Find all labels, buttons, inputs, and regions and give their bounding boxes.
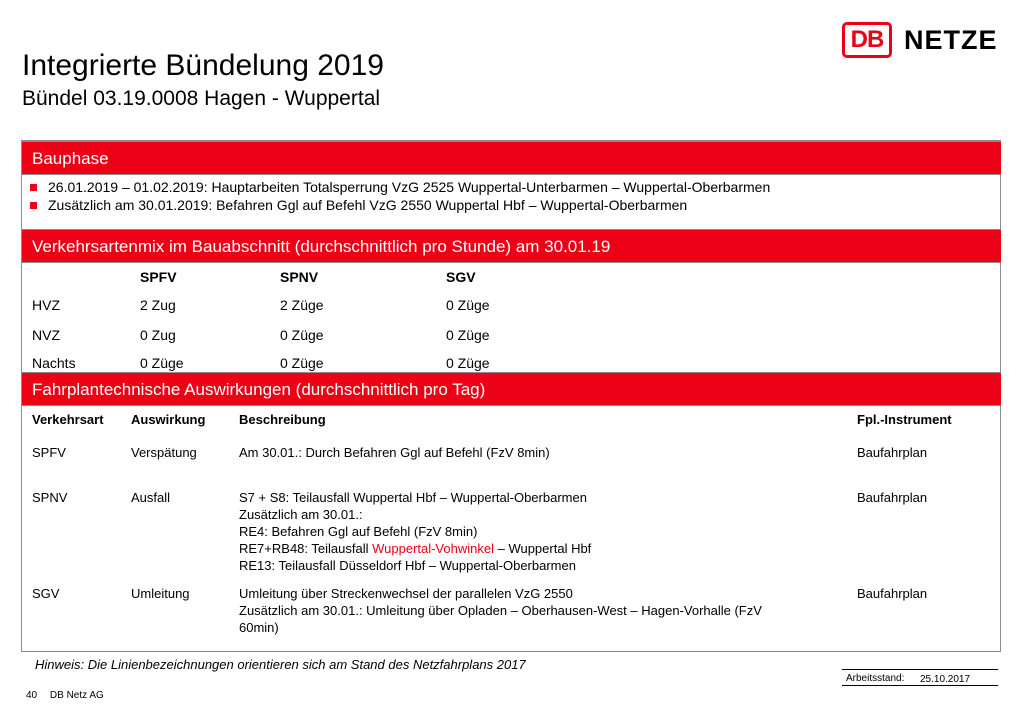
db-netze-logo	[842, 20, 998, 60]
column-header-fpl-instrument: Fpl.-Instrument	[857, 412, 952, 427]
table-cell: 2 Züge	[280, 297, 324, 313]
bullet-icon	[30, 184, 37, 191]
divider	[842, 669, 998, 670]
bauphase-item-text: Zusätzlich am 30.01.2019: Befahren Ggl auf Befehl VzG 2550 Wuppertal Hbf – Wuppertal-Oberbarmen	[48, 197, 688, 213]
bauphase-item-text: 26.01.2019 – 01.02.2019: Hauptarbeiten Totalsperrung VzG 2525 Wuppertal-Unterbarmen – Wuppertal-Oberbarmen	[48, 179, 771, 195]
table-cell: 0 Züge	[140, 355, 184, 371]
table-cell: 0 Züge	[446, 327, 490, 343]
company-name: DB Netz AG	[49, 690, 104, 701]
table-cell-instrument: Baufahrplan	[857, 445, 928, 460]
column-header-spfv: SPFV	[140, 269, 177, 285]
hinweis-note: Hinweis: Die Linienbezeichnungen orientieren sich am Stand des Netzfahrplans 2017	[35, 657, 526, 672]
bullet-icon	[30, 202, 37, 209]
list-item	[30, 178, 770, 196]
section-header-verkehrsartenmix: Verkehrsartenmix im Bauabschnitt (durchschnittlich pro Stunde) am 30.01.19	[22, 229, 1001, 263]
table-cell-beschreibung: Am 30.01.: Durch Befahren Ggl auf Befehl (FzV 8min)	[239, 445, 550, 460]
table-cell-beschreibung: 60min)	[239, 620, 279, 635]
arbeitsstand-date: 25.10.2017	[920, 674, 971, 685]
table-cell: 0 Zug	[140, 327, 176, 343]
row-label-nachts: Nachts	[32, 355, 76, 371]
table-cell: 0 Züge	[280, 327, 324, 343]
table-cell-verkehrsart: SGV	[32, 586, 60, 601]
table-cell-beschreibung	[239, 540, 591, 557]
db-logo-icon: DB	[842, 22, 892, 58]
column-header-auswirkung: Auswirkung	[131, 412, 206, 427]
bauphase-list	[30, 178, 770, 214]
table-cell-beschreibung: Zusätzlich am 30.01.: Umleitung über Opladen – Oberhausen-West – Hagen-Vorhalle (FzV	[239, 603, 762, 618]
table-cell-beschreibung: RE13: Teilausfall Düsseldorf Hbf – Wuppertal-Oberbarmen	[239, 558, 576, 573]
column-header-spnv: SPNV	[280, 269, 319, 285]
beschreibung-text: – Wuppertal Hbf	[493, 541, 592, 556]
table-cell-verkehrsart: SPFV	[32, 445, 66, 460]
divider	[842, 685, 998, 686]
row-label-nvz: NVZ	[32, 327, 60, 343]
table-cell: 2 Zug	[140, 297, 176, 313]
table-cell-beschreibung: RE4: Befahren Ggl auf Befehl (FzV 8min)	[239, 524, 478, 539]
table-cell-auswirkung: Ausfall	[131, 490, 171, 505]
table-cell-beschreibung: S7 + S8: Teilausfall Wuppertal Hbf – Wuppertal-Oberbarmen	[239, 490, 587, 505]
table-cell-verkehrsart: SPNV	[32, 490, 68, 505]
table-cell-beschreibung: Umleitung über Streckenwechsel der parallelen VzG 2550	[239, 586, 573, 601]
column-header-sgv: SGV	[446, 269, 476, 285]
highlight-text: Wuppertal-Vohwinkel	[372, 541, 494, 556]
table-cell-instrument: Baufahrplan	[857, 490, 928, 505]
table-cell-auswirkung: Umleitung	[131, 586, 190, 601]
row-label-hvz: HVZ	[32, 297, 60, 313]
section-header-bauphase: Bauphase	[22, 141, 1001, 175]
column-header-verkehrsart: Verkehrsart	[32, 412, 104, 427]
page-title: Integrierte Bündelung 2019	[22, 49, 384, 82]
table-cell: 0 Züge	[446, 355, 490, 371]
table-cell: 0 Züge	[446, 297, 490, 313]
list-item	[30, 196, 770, 214]
table-cell: 0 Züge	[280, 355, 324, 371]
table-cell-auswirkung: Verspätung	[131, 445, 197, 460]
table-cell-beschreibung: Zusätzlich am 30.01.:	[239, 507, 363, 522]
section-header-fahrplan: Fahrplantechnische Auswirkungen (durchschnittlich pro Tag)	[22, 372, 1001, 406]
table-cell-instrument: Baufahrplan	[857, 586, 928, 601]
netze-wordmark: NETZE	[904, 24, 998, 55]
beschreibung-text: RE7+RB48: Teilausfall	[239, 541, 373, 556]
arbeitsstand-label: Arbeitsstand:	[846, 673, 905, 684]
page-footer	[26, 690, 114, 701]
column-header-beschreibung: Beschreibung	[239, 412, 326, 427]
page-number: 40	[26, 690, 38, 701]
page-subtitle: Bündel 03.19.0008 Hagen - Wuppertal	[22, 87, 381, 110]
